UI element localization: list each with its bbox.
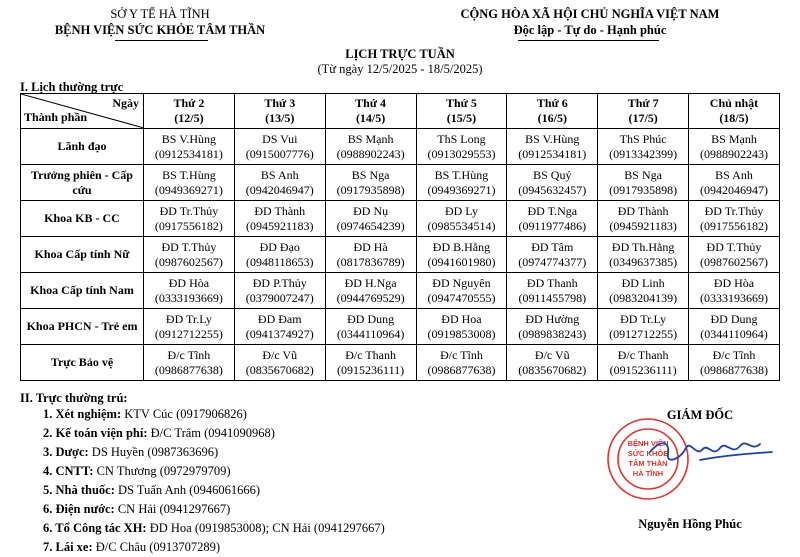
document-subtitle: (Từ ngày 12/5/2025 - 18/5/2025) <box>317 62 483 76</box>
duty-phone: (0349637385) <box>609 254 678 269</box>
motto: Độc lập - Tự do - Hạnh phúc <box>513 23 667 37</box>
duty-person: ĐD Tr.Thủy <box>704 203 764 218</box>
duty-person: BS Nga <box>624 167 662 182</box>
signer-name: Nguyễn Hồng Phúc <box>638 517 742 531</box>
role-cell: Khoa PHCN - Trẻ em <box>21 309 144 345</box>
duty-person: BS Mạnh <box>711 131 757 146</box>
duty-person: ĐD T.Thủy <box>706 239 762 254</box>
duty-phone: (0911977486) <box>518 218 587 233</box>
duty-phone: (0917935898) <box>336 182 405 197</box>
duty-cell <box>598 201 689 237</box>
oncall-value: DS Tuấn Anh (0946061666) <box>118 483 261 497</box>
duty-phone: (0912712255) <box>609 326 678 341</box>
duty-person: ĐD Dung <box>710 311 758 326</box>
role-cell: Khoa Cấp tính Nữ <box>21 237 144 273</box>
duty-person: BS Anh <box>715 167 753 182</box>
duty-person: ĐD Thành <box>617 203 669 218</box>
corner-label-day: Ngày <box>112 96 139 110</box>
oncall-value: DS Huyền (0987363696) <box>91 445 219 459</box>
day-name: Thứ 4 <box>355 96 387 110</box>
duty-cell <box>598 273 689 309</box>
duty-phone: (0912534181) <box>154 146 223 161</box>
oncall-label: 5. Nhà thuốc: <box>43 483 115 497</box>
duty-phone: (0913029553) <box>427 146 496 161</box>
duty-cell <box>689 201 780 237</box>
day-name: Thứ 2 <box>173 96 205 110</box>
day-header-cell <box>689 94 780 129</box>
duty-person: Đ/c Tĩnh <box>712 347 756 362</box>
duty-person: Đ/c Vũ <box>262 347 298 362</box>
duty-phone: (0941601980) <box>427 254 496 269</box>
oncall-label: 7. Lái xe: <box>43 540 93 554</box>
duty-cell <box>144 201 235 237</box>
duty-person: ĐD T.Nga <box>527 203 578 218</box>
duty-phone: (0913342399) <box>609 146 678 161</box>
header-left-underline <box>115 40 208 41</box>
duty-person: ĐD Đam <box>257 311 302 326</box>
stamp-line-3: TÂM THẦN <box>628 459 668 468</box>
duty-person: ĐD Thanh <box>526 275 578 290</box>
oncall-value: Đ/C Châu (0913707289) <box>95 540 221 554</box>
table-row <box>21 237 780 273</box>
duty-phone: (0911455798) <box>518 290 587 305</box>
duty-phone: (0987602567) <box>699 254 768 269</box>
duty-cell <box>234 237 325 273</box>
duty-person: ĐD Tâm <box>531 239 574 254</box>
day-date: (17/5) <box>628 111 658 125</box>
corner-label-role: Thành phần <box>24 110 88 124</box>
day-header-cell <box>416 94 507 129</box>
duty-cell <box>325 165 416 201</box>
duty-phone: (0917935898) <box>609 182 678 197</box>
duty-phone: (0974774377) <box>518 254 587 269</box>
oncall-item <box>43 481 385 500</box>
duty-phone: (0379007247) <box>245 290 314 305</box>
duty-phone: (0945921183) <box>609 218 677 233</box>
stamp-line-1: BỆNH VIỆN <box>627 439 669 448</box>
duty-cell <box>507 129 598 165</box>
duty-person: ĐD H.Nga <box>344 275 397 290</box>
day-header-cell <box>234 94 325 129</box>
duty-person: ĐD Tr.Thủy <box>159 203 219 218</box>
duty-person: ĐD Hòa <box>713 275 755 290</box>
day-name: Thứ 5 <box>446 96 477 110</box>
header-right-underline <box>518 40 659 41</box>
duty-phone: (0986877638) <box>154 362 223 377</box>
day-date: (18/5) <box>719 111 749 125</box>
day-name: Chủ nhật <box>709 96 759 110</box>
duty-phone: (0942046947) <box>699 182 768 197</box>
oncall-list <box>43 405 385 557</box>
corner-header-cell <box>21 94 144 129</box>
agency-name: SỞ Y TẾ HÀ TĨNH <box>110 7 210 21</box>
duty-cell <box>144 165 235 201</box>
duty-cell <box>144 237 235 273</box>
duty-person: ĐD Thành <box>254 203 306 218</box>
duty-person: BS T.Hùng <box>162 167 216 182</box>
duty-cell <box>416 273 507 309</box>
duty-phone: (0986877638) <box>427 362 496 377</box>
table-row <box>21 201 780 237</box>
duty-person: ĐD Tr.Ly <box>620 311 667 326</box>
duty-person: BS Mạnh <box>347 131 394 146</box>
duty-cell <box>689 165 780 201</box>
duty-phone: (0817836789) <box>336 254 405 269</box>
section-2-heading: II. Trực thường trú: <box>20 391 128 405</box>
duty-cell <box>325 237 416 273</box>
oncall-label: 1. Xét nghiệm: <box>43 407 122 421</box>
duty-cell <box>144 309 235 345</box>
duty-phone: (0917556182) <box>699 218 768 233</box>
duty-cell <box>507 237 598 273</box>
duty-phone: (0915236111) <box>337 362 405 377</box>
duty-person: BS V.Hùng <box>525 131 580 146</box>
duty-cell <box>144 129 235 165</box>
duty-cell <box>325 345 416 381</box>
duty-cell <box>416 201 507 237</box>
duty-person: ĐD Linh <box>621 275 665 290</box>
duty-phone: (0835670682) <box>518 362 587 377</box>
duty-phone: (0915236111) <box>609 362 677 377</box>
duty-person: ĐD T.Thủy <box>161 239 217 254</box>
hospital-name: BỆNH VIỆN SỨC KHỎE TÂM THẦN <box>54 23 266 37</box>
oncall-item <box>43 405 385 424</box>
oncall-value: ĐD Hoa (0919853008); CN Hải (0941297667) <box>149 521 385 535</box>
role-cell: Khoa Cấp tính Nam <box>21 273 144 309</box>
duty-cell <box>598 309 689 345</box>
duty-cell <box>234 345 325 381</box>
header-left <box>40 6 280 38</box>
section-1-heading: I. Lịch thường trực <box>20 80 124 94</box>
duty-phone: (0344110964) <box>336 326 405 341</box>
oncall-value: CN Thương (0972979709) <box>96 464 231 478</box>
duty-phone: (0947470555) <box>427 290 496 305</box>
duty-phone: (0988902243) <box>336 146 405 161</box>
table-row <box>21 345 780 381</box>
duty-person: BS V.Hùng <box>161 131 217 146</box>
duty-phone: (0986877638) <box>699 362 768 377</box>
duty-cell <box>507 201 598 237</box>
duty-person: ĐD Đạo <box>259 239 300 254</box>
duty-phone: (0919853008) <box>427 326 496 341</box>
header-right <box>405 6 775 38</box>
duty-cell <box>325 309 416 345</box>
oncall-label: 4. CNTT: <box>43 464 94 478</box>
oncall-label: 6. Điện nước: <box>43 502 115 516</box>
table-row <box>21 309 780 345</box>
duty-phone: (0949369271) <box>427 182 496 197</box>
duty-phone: (0989838243) <box>518 326 587 341</box>
day-header-cell <box>325 94 416 129</box>
duty-phone: (0333193669) <box>699 290 768 305</box>
duty-cell <box>234 273 325 309</box>
duty-person: ĐD Hà <box>353 239 388 254</box>
duty-person: Đ/c Tĩnh <box>167 347 211 362</box>
duty-phone: (0983204139) <box>609 290 678 305</box>
duty-phone: (0945632457) <box>518 182 587 197</box>
day-date: (14/5) <box>355 111 386 125</box>
day-header-cell <box>598 94 689 129</box>
duty-phone: (0344110964) <box>700 326 768 341</box>
duty-person: ThS Long <box>437 131 486 146</box>
duty-phone: (0974654239) <box>336 218 405 233</box>
duty-person: ĐD Ly <box>444 203 478 218</box>
duty-cell <box>416 165 507 201</box>
duty-person: BS Nga <box>351 167 390 182</box>
oncall-label: 2. Kế toán viện phí: <box>43 426 148 440</box>
table-row <box>21 165 780 201</box>
day-date: (16/5) <box>537 111 567 125</box>
duty-phone: (0987602567) <box>154 254 223 269</box>
duty-person: Đ/c Tĩnh <box>440 347 483 362</box>
table-header-row <box>21 94 780 129</box>
duty-cell <box>234 309 325 345</box>
duty-cell <box>507 345 598 381</box>
duty-phone: (0949369271) <box>154 182 223 197</box>
oncall-item <box>43 500 385 519</box>
duty-person: ThS Phúc <box>619 131 667 146</box>
duty-cell <box>416 237 507 273</box>
duty-cell <box>325 273 416 309</box>
duty-phone: (0985534514) <box>427 218 496 233</box>
duty-person: Đ/c Thanh <box>345 347 396 362</box>
duty-person: ĐD Nụ <box>353 203 389 218</box>
signer-title: GIÁM ĐỐC <box>666 408 734 422</box>
duty-person: BS Anh <box>260 167 299 182</box>
oncall-item <box>43 443 385 462</box>
table-row <box>21 129 780 165</box>
duty-person: ĐD Tr.Ly <box>165 311 212 326</box>
day-name: Thứ 6 <box>536 96 568 110</box>
document-title: LỊCH TRỰC TUẦN <box>345 47 455 61</box>
schedule-table <box>20 93 780 381</box>
duty-cell <box>507 273 598 309</box>
role-cell: Trực Bảo vệ <box>21 345 144 381</box>
duty-cell <box>689 309 780 345</box>
duty-cell <box>234 129 325 165</box>
duty-phone: (0912534181) <box>518 146 587 161</box>
duty-person: ĐD Dung <box>347 311 395 326</box>
duty-person: ĐD Nguyên <box>432 275 491 290</box>
duty-phone: (0333193669) <box>154 290 223 305</box>
country-name: CỘNG HÒA XÃ HỘI CHỦ NGHĨA VIỆT NAM <box>460 7 720 21</box>
day-name: Thứ 3 <box>264 96 296 110</box>
duty-phone: (0945921183) <box>245 218 314 233</box>
role-cell: Trưởng phiên - Cấp cứu <box>21 165 144 201</box>
duty-cell <box>144 345 235 381</box>
duty-phone: (0941374927) <box>245 326 314 341</box>
duty-phone: (0944769529) <box>336 290 405 305</box>
duty-cell <box>507 165 598 201</box>
duty-person: ĐD Hường <box>525 311 580 326</box>
duty-cell <box>689 273 780 309</box>
duty-cell <box>234 165 325 201</box>
role-cell: Lãnh đạo <box>21 129 144 165</box>
duty-cell <box>416 345 507 381</box>
duty-phone: (0948118653) <box>245 254 314 269</box>
stamp-line-2: SỨC KHỎE <box>627 449 669 458</box>
duty-person: ĐD B.Hằng <box>432 239 491 254</box>
duty-phone: (0835670682) <box>245 362 314 377</box>
duty-cell <box>234 201 325 237</box>
oncall-item <box>43 424 385 443</box>
day-header-cell <box>507 94 598 129</box>
day-date: (13/5) <box>265 111 295 125</box>
oncall-item <box>43 462 385 481</box>
day-name: Thứ 7 <box>627 96 659 110</box>
duty-cell <box>325 201 416 237</box>
duty-cell <box>689 129 780 165</box>
day-date: (15/5) <box>446 111 477 125</box>
oncall-label: 6. Tổ Công tác XH: <box>43 521 147 535</box>
oncall-label: 3. Dược: <box>43 445 89 459</box>
duty-person: ĐD Hòa <box>168 275 210 290</box>
duty-person: DS Vui <box>262 131 298 146</box>
duty-person: ĐD P.Thủy <box>252 275 307 290</box>
duty-person: Đ/c Thanh <box>617 347 669 362</box>
duty-cell <box>416 129 507 165</box>
oncall-value: CN Hải (0941297667) <box>117 502 231 516</box>
oncall-value: KTV Cúc (0917906826) <box>124 407 247 421</box>
duty-cell <box>689 237 780 273</box>
duty-phone: (0917556182) <box>154 218 223 233</box>
duty-phone: (0942046947) <box>245 182 314 197</box>
day-date: (12/5) <box>174 111 204 125</box>
duty-person: ĐD Th.Hằng <box>611 239 675 254</box>
duty-person: BS Quý <box>533 167 572 182</box>
duty-cell <box>598 165 689 201</box>
duty-cell <box>689 345 780 381</box>
duty-phone: (0912712255) <box>154 326 223 341</box>
duty-person: Đ/c Vũ <box>534 347 570 362</box>
duty-phone: (0915007776) <box>245 146 314 161</box>
duty-cell <box>598 237 689 273</box>
duty-cell <box>598 345 689 381</box>
oncall-item <box>43 519 385 538</box>
duty-phone: (0988902243) <box>699 146 768 161</box>
duty-cell <box>507 309 598 345</box>
director-signature <box>640 430 780 470</box>
duty-person: ĐD Hoa <box>441 311 482 326</box>
duty-cell <box>416 309 507 345</box>
duty-person: BS T.Hùng <box>434 167 489 182</box>
duty-cell <box>598 129 689 165</box>
day-header-cell <box>144 94 235 129</box>
role-cell: Khoa KB - CC <box>21 201 144 237</box>
table-row <box>21 273 780 309</box>
oncall-value: Đ/C Trâm (0941090968) <box>150 426 275 440</box>
duty-cell <box>325 129 416 165</box>
stamp-line-4: HÀ TĨNH <box>632 469 664 478</box>
duty-cell <box>144 273 235 309</box>
